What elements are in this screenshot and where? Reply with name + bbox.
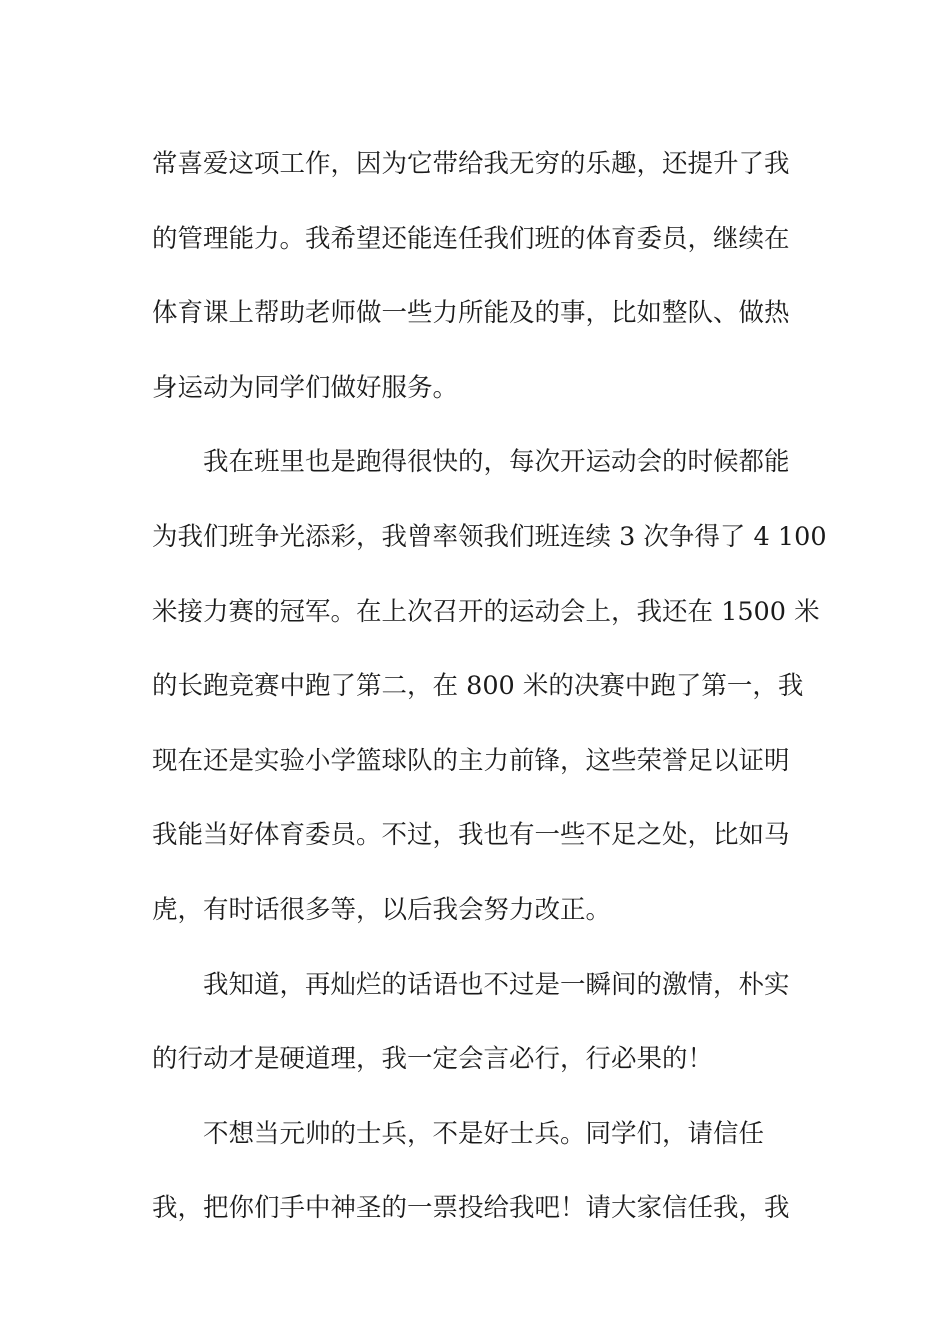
- text-line: 米接力赛的冠军。在上次召开的运动会上，我还在 1500 米: [152, 596, 820, 627]
- text-line: 我，把你们手中神圣的一票投给我吧！请大家信任我，我: [152, 1193, 790, 1224]
- text-line: 现在还是实验小学篮球队的主力前锋，这些荣誉足以证明: [152, 745, 790, 776]
- text-line: 身运动为同学们做好服务。: [152, 372, 459, 403]
- text-line: 的管理能力。我希望还能连任我们班的体育委员，继续在: [152, 223, 790, 254]
- text-line: 体育课上帮助老师做一些力所能及的事，比如整队、做热: [152, 298, 790, 329]
- text-line: 我能当好体育委员。不过，我也有一些不足之处，比如马: [152, 820, 790, 851]
- text-line: 虎，有时话很多等，以后我会努力改正。: [152, 894, 612, 925]
- paragraph-first-line: 我知道，再灿烂的话语也不过是一瞬间的激情，朴实: [203, 969, 790, 1000]
- paragraph-first-line: 我在班里也是跑得很快的，每次开运动会的时候都能: [203, 447, 790, 478]
- text-line: 的长跑竞赛中跑了第二，在 800 米的决赛中跑了第一，我: [152, 671, 804, 702]
- text-line: 常喜爱这项工作，因为它带给我无穷的乐趣，还提升了我: [152, 149, 790, 179]
- text-line: 的行动才是硬道理，我一定会言必行，行必果的！: [152, 1044, 714, 1075]
- paragraph-first-line: 不想当元帅的士兵，不是好士兵。同学们，请信任: [203, 1118, 765, 1149]
- text-line: 为我们班争光添彩，我曾率领我们班连续 3 次争得了 4 100: [152, 521, 827, 552]
- body-text: [152, 127, 827, 1246]
